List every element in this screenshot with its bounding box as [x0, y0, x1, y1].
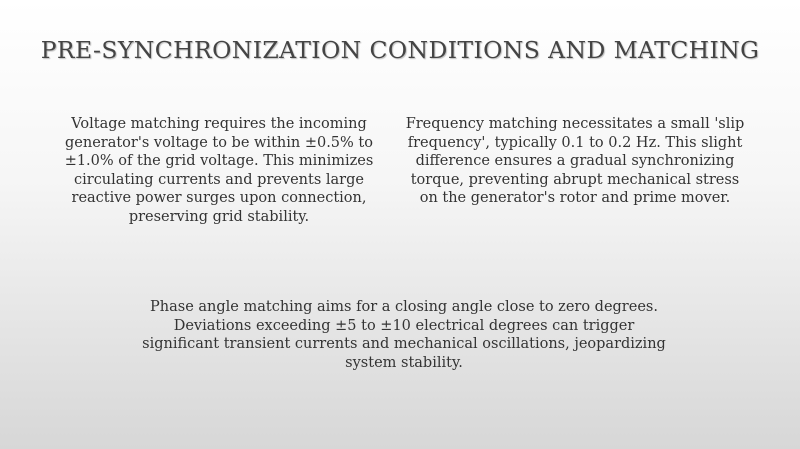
slide-title: PRE-SYNCHRONIZATION CONDITIONS AND MATCHING: [40, 36, 760, 64]
voltage-matching-paragraph: Voltage matching requires the incoming generator's voltage to be within ±0.5% to ±1.0% of the grid voltage. This minimizes circulating currents and prevents large reactive power surges upon connection, preserving grid stability.: [64, 116, 374, 225]
frequency-matching-paragraph: Frequency matching necessitates a small 'slip frequency', typically 0.1 to 0.2 Hz. This slight difference ensures a gradual synchronizing torque, preventing abrupt mechanical stress on the generator's rotor and prime mover.: [405, 116, 745, 207]
phase-angle-matching-paragraph: Phase angle matching aims for a closing angle close to zero degrees. Deviations exceeding ±5 to ±10 electrical degrees can trigger significant transient currents and mechanical oscillations, jeopardizing system stability.: [142, 299, 666, 371]
